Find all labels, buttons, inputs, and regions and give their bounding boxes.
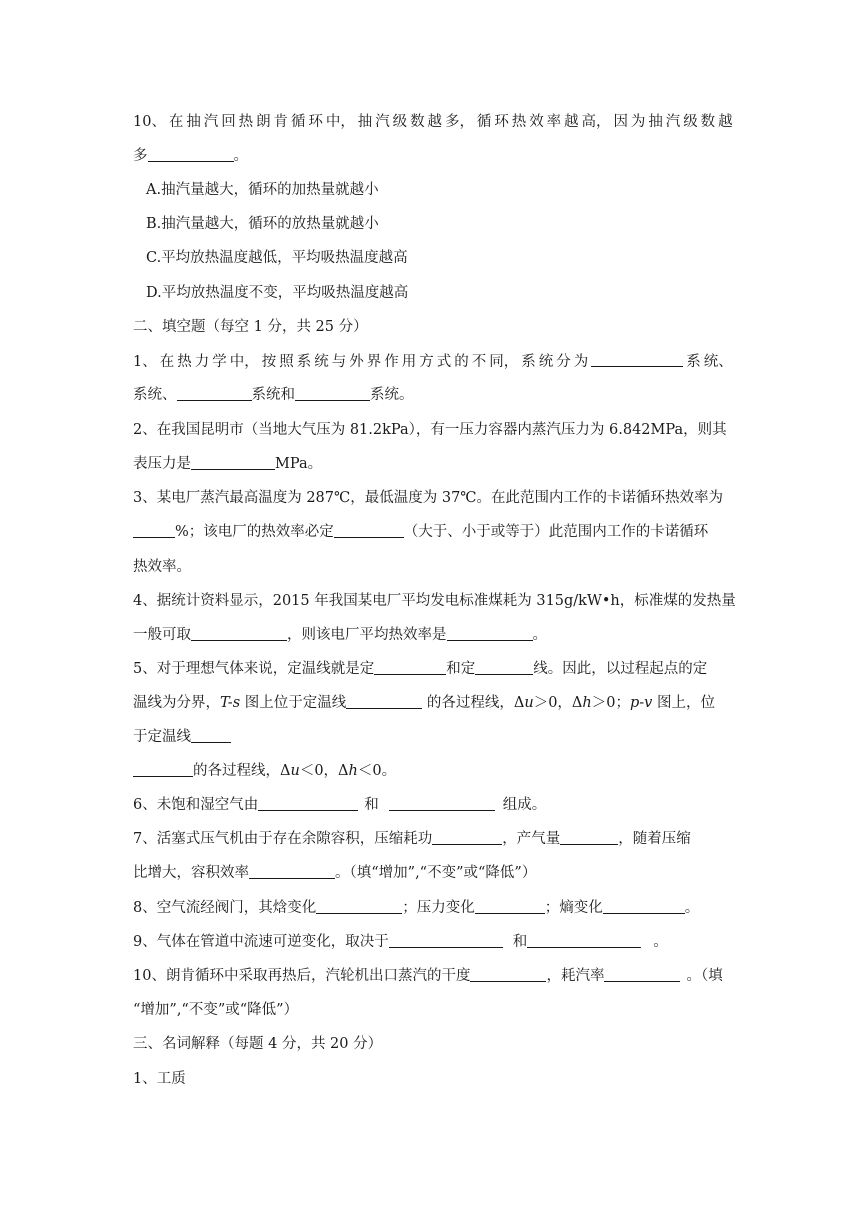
answer-blank[interactable]: [527, 933, 641, 948]
q5-symbol: u: [290, 763, 300, 779]
answer-blank[interactable]: [603, 899, 685, 914]
text-token: 作: [384, 354, 399, 370]
q5-line1: [133, 659, 707, 679]
text-token: 环: [308, 114, 323, 130]
q5-symbol: h: [348, 763, 358, 779]
q1-line2: [133, 385, 414, 405]
q7-text: ，随着压缩: [618, 831, 691, 847]
text-token: 循: [290, 114, 306, 130]
text-token: 系: [686, 354, 701, 370]
text-token: 式: [436, 354, 452, 370]
q5-text: 5、对于理想气体来说，定温线就是定: [133, 661, 375, 677]
option-d: D.平均放热温度不变，平均吸热温度越高: [146, 285, 409, 301]
q3-text: %；该电厂的热效率必定: [175, 524, 334, 540]
answer-blank[interactable]: [177, 386, 252, 401]
text-token: 界: [366, 354, 382, 370]
text-token: 1、: [133, 354, 157, 370]
q3-line3: 热效率。: [133, 559, 191, 575]
q7-line1: [133, 829, 691, 849]
q8-line: [133, 898, 699, 918]
q5-text: 温线为分界，: [133, 695, 220, 711]
answer-blank[interactable]: [470, 967, 546, 982]
text-token: 热: [238, 114, 254, 130]
q5-text: ＞0；: [591, 695, 630, 711]
answer-blank[interactable]: [316, 899, 402, 914]
q5-text: 的各过程线，Δ: [193, 763, 291, 779]
q6-text: 组成。: [502, 797, 547, 813]
text-token: 统: [538, 354, 554, 370]
option-b: B.抽汽量越大，循环的放热量就越小: [146, 216, 379, 232]
text-token: 不: [471, 354, 487, 370]
text-token: 同，: [489, 354, 519, 370]
q10-text: 。（填: [686, 968, 723, 984]
text-token: 按: [261, 354, 277, 370]
answer-blank[interactable]: [148, 147, 234, 162]
q3-line2: [133, 522, 708, 542]
answer-blank[interactable]: [346, 694, 422, 709]
text-token: 循: [476, 114, 492, 130]
q3-line1: 3、某电厂蒸汽最高温度为 287℃，最低温度为 37℃。在此范围内工作的卡诺循环热效率为: [133, 490, 724, 506]
q2-text: 表压力是: [133, 456, 191, 472]
text-token: 高，: [581, 114, 611, 130]
text-token: 汽: [375, 114, 390, 130]
q10-mc-text: 多: [133, 148, 148, 164]
text-token: 为: [573, 354, 589, 370]
text-token: 热: [511, 114, 527, 130]
text-token: 方: [419, 354, 434, 370]
text-token: 中，: [229, 354, 259, 370]
q8-text: ；熵变化: [544, 900, 603, 916]
q1-text: 系统。: [370, 387, 414, 403]
text-token: 10、: [133, 114, 166, 130]
q10-mc-line1: [133, 112, 733, 132]
q7-text: 7、活塞式压气机由于存在余隙容积，压缩耗功: [133, 831, 433, 847]
answer-blank[interactable]: [475, 660, 533, 675]
q10-text: ，耗汽率: [546, 968, 605, 984]
text-token: 分: [556, 354, 571, 370]
q4-text: 一般可取: [133, 627, 191, 643]
section-title: 二、填空题（每空 1 分，共 25 分）: [133, 319, 368, 335]
text-token: 中，: [325, 114, 355, 130]
text-token: 与: [331, 354, 347, 370]
q7-line2: [133, 863, 536, 883]
q5-line3: [133, 727, 231, 747]
q10-line1: [133, 966, 723, 986]
q4-text: ，则该电厂平均热效率是: [287, 627, 447, 643]
term-question-1: 1、工质: [133, 1071, 186, 1087]
answer-blank[interactable]: [334, 523, 404, 538]
text-token: 为: [630, 114, 646, 130]
text-token: 越: [427, 114, 443, 130]
answer-blank[interactable]: [133, 523, 175, 538]
q6-line: [133, 795, 546, 815]
text-token: 朗: [256, 114, 271, 130]
answer-blank[interactable]: [191, 455, 275, 470]
answer-blank[interactable]: [191, 626, 287, 641]
text-token: 系: [296, 354, 312, 370]
q5-text: ＜0。: [357, 763, 397, 779]
q8-text: ；压力变化: [402, 900, 475, 916]
q8-text: 8、空气流经阀门，其焓变化: [133, 900, 317, 916]
q2-text: MPa。: [275, 456, 323, 472]
text-token: 肯: [273, 114, 289, 130]
q4-text: 。: [532, 627, 547, 643]
answer-blank[interactable]: [604, 967, 680, 982]
q5-text: 图上，位: [652, 695, 715, 711]
answer-blank[interactable]: [389, 933, 503, 948]
text-token: 越: [718, 114, 733, 130]
text-token: 的: [454, 354, 469, 370]
q7-text: 。（填“增加”,“不变”或“降低”）: [335, 865, 537, 881]
q4-line1: 4、据统计资料显示，2015 年我国某电厂平均发电标准煤耗为 315g/kW•h，标准煤的发热量: [133, 593, 736, 609]
section-title: 三、名词解释（每题 4 分，共 20 分）: [133, 1036, 383, 1052]
text-token: 级: [683, 114, 698, 130]
q2-line2: [133, 454, 322, 474]
answer-blank[interactable]: [447, 626, 533, 641]
text-token: 外: [349, 354, 364, 370]
q5-text: 的各过程线，Δ: [422, 695, 525, 711]
text-token: 多，: [444, 114, 474, 130]
q4-line2: [133, 625, 547, 645]
q5-text: 和定: [446, 661, 476, 677]
text-token: 系: [521, 354, 536, 370]
answer-blank[interactable]: [591, 352, 683, 367]
text-token: 回: [221, 114, 236, 130]
q5-text: ＜0，Δ: [299, 763, 349, 779]
q5-text: 图上位于定温线: [240, 695, 347, 711]
text-token: 效: [529, 114, 544, 130]
text-token: 用: [401, 354, 417, 370]
answer-blank[interactable]: [374, 660, 446, 675]
text-token: 汽: [665, 114, 681, 130]
q5-text: 于定温线: [133, 729, 191, 745]
text-token: 在: [159, 354, 175, 370]
text-token: 越: [564, 114, 579, 130]
q2-line1: 2、在我国昆明市（当地大气压为 81.2kPa），有一压力容器内蒸汽压力为 6.842MPa，则其: [133, 422, 727, 438]
option-c: C.平均放热温度越低，平均吸热温度越高: [146, 250, 408, 266]
q8-text: 。: [684, 900, 700, 916]
q10-mc-text-end: 。: [233, 148, 248, 164]
text-token: 汽: [203, 114, 219, 130]
text-token: 抽: [186, 114, 201, 130]
q10-text: 10、朗肯循环中采取再热后，汽轮机出口蒸汽的干度: [133, 968, 471, 984]
answer-blank[interactable]: [133, 762, 193, 777]
q5-text: ＞0，Δ: [533, 695, 583, 711]
q5-line4: [133, 761, 396, 781]
text-token: 抽: [357, 114, 373, 130]
text-token: 照: [279, 354, 294, 370]
text-token: 率: [546, 114, 562, 130]
text-token: 抽: [648, 114, 663, 130]
text-token: 环: [494, 114, 509, 130]
q5-symbol: u: [524, 695, 534, 711]
text-token: 力: [194, 354, 210, 370]
q1-text: 系统和: [251, 387, 295, 403]
q5-text: 线。因此，以过程起点的定: [533, 661, 708, 677]
q9-text: 9、气体在管道中流速可逆变化，取决于: [133, 934, 389, 950]
q7-text: ，产气量: [502, 831, 561, 847]
q10-mc-line2: [133, 146, 248, 166]
text-token: 热: [177, 354, 192, 370]
option-a: A.抽汽量越大，循环的加热量就越小: [146, 182, 379, 198]
answer-blank[interactable]: [258, 796, 358, 811]
answer-blank[interactable]: [432, 830, 502, 845]
q1-line1: [133, 352, 733, 372]
q3-text: （大于、小于或等于）此范围内工作的卡诺循环: [403, 524, 709, 540]
q9-text: 和: [512, 934, 528, 950]
q7-text: 比增大，容积效率: [133, 865, 249, 881]
q6-text: 6、未饱和湿空气由: [133, 797, 259, 813]
q5-symbol: h: [582, 695, 592, 711]
q5-symbol: T-s: [220, 695, 241, 711]
q6-text: 和: [364, 797, 379, 813]
text-token: 在: [168, 114, 184, 130]
q1-text: 系统、: [133, 387, 177, 403]
text-token: 统、: [703, 354, 733, 370]
text-token: 级: [392, 114, 408, 130]
text-token: 数: [700, 114, 716, 130]
q10-line2: “增加”,“不变”或“降低”）: [133, 1002, 299, 1018]
text-token: 统: [314, 354, 329, 370]
answer-blank[interactable]: [249, 864, 335, 879]
q9-text: 。: [653, 934, 668, 950]
answer-blank[interactable]: [475, 899, 545, 914]
text-token: 因: [613, 114, 628, 130]
answer-blank[interactable]: [389, 796, 495, 811]
q9-line: [133, 932, 668, 952]
text-token: 学: [212, 354, 227, 370]
answer-blank[interactable]: [191, 728, 231, 743]
answer-blank[interactable]: [295, 386, 370, 401]
answer-blank[interactable]: [560, 830, 618, 845]
q5-line2: [133, 693, 715, 713]
text-token: 数: [410, 114, 425, 130]
q5-symbol: p-v: [629, 695, 653, 711]
